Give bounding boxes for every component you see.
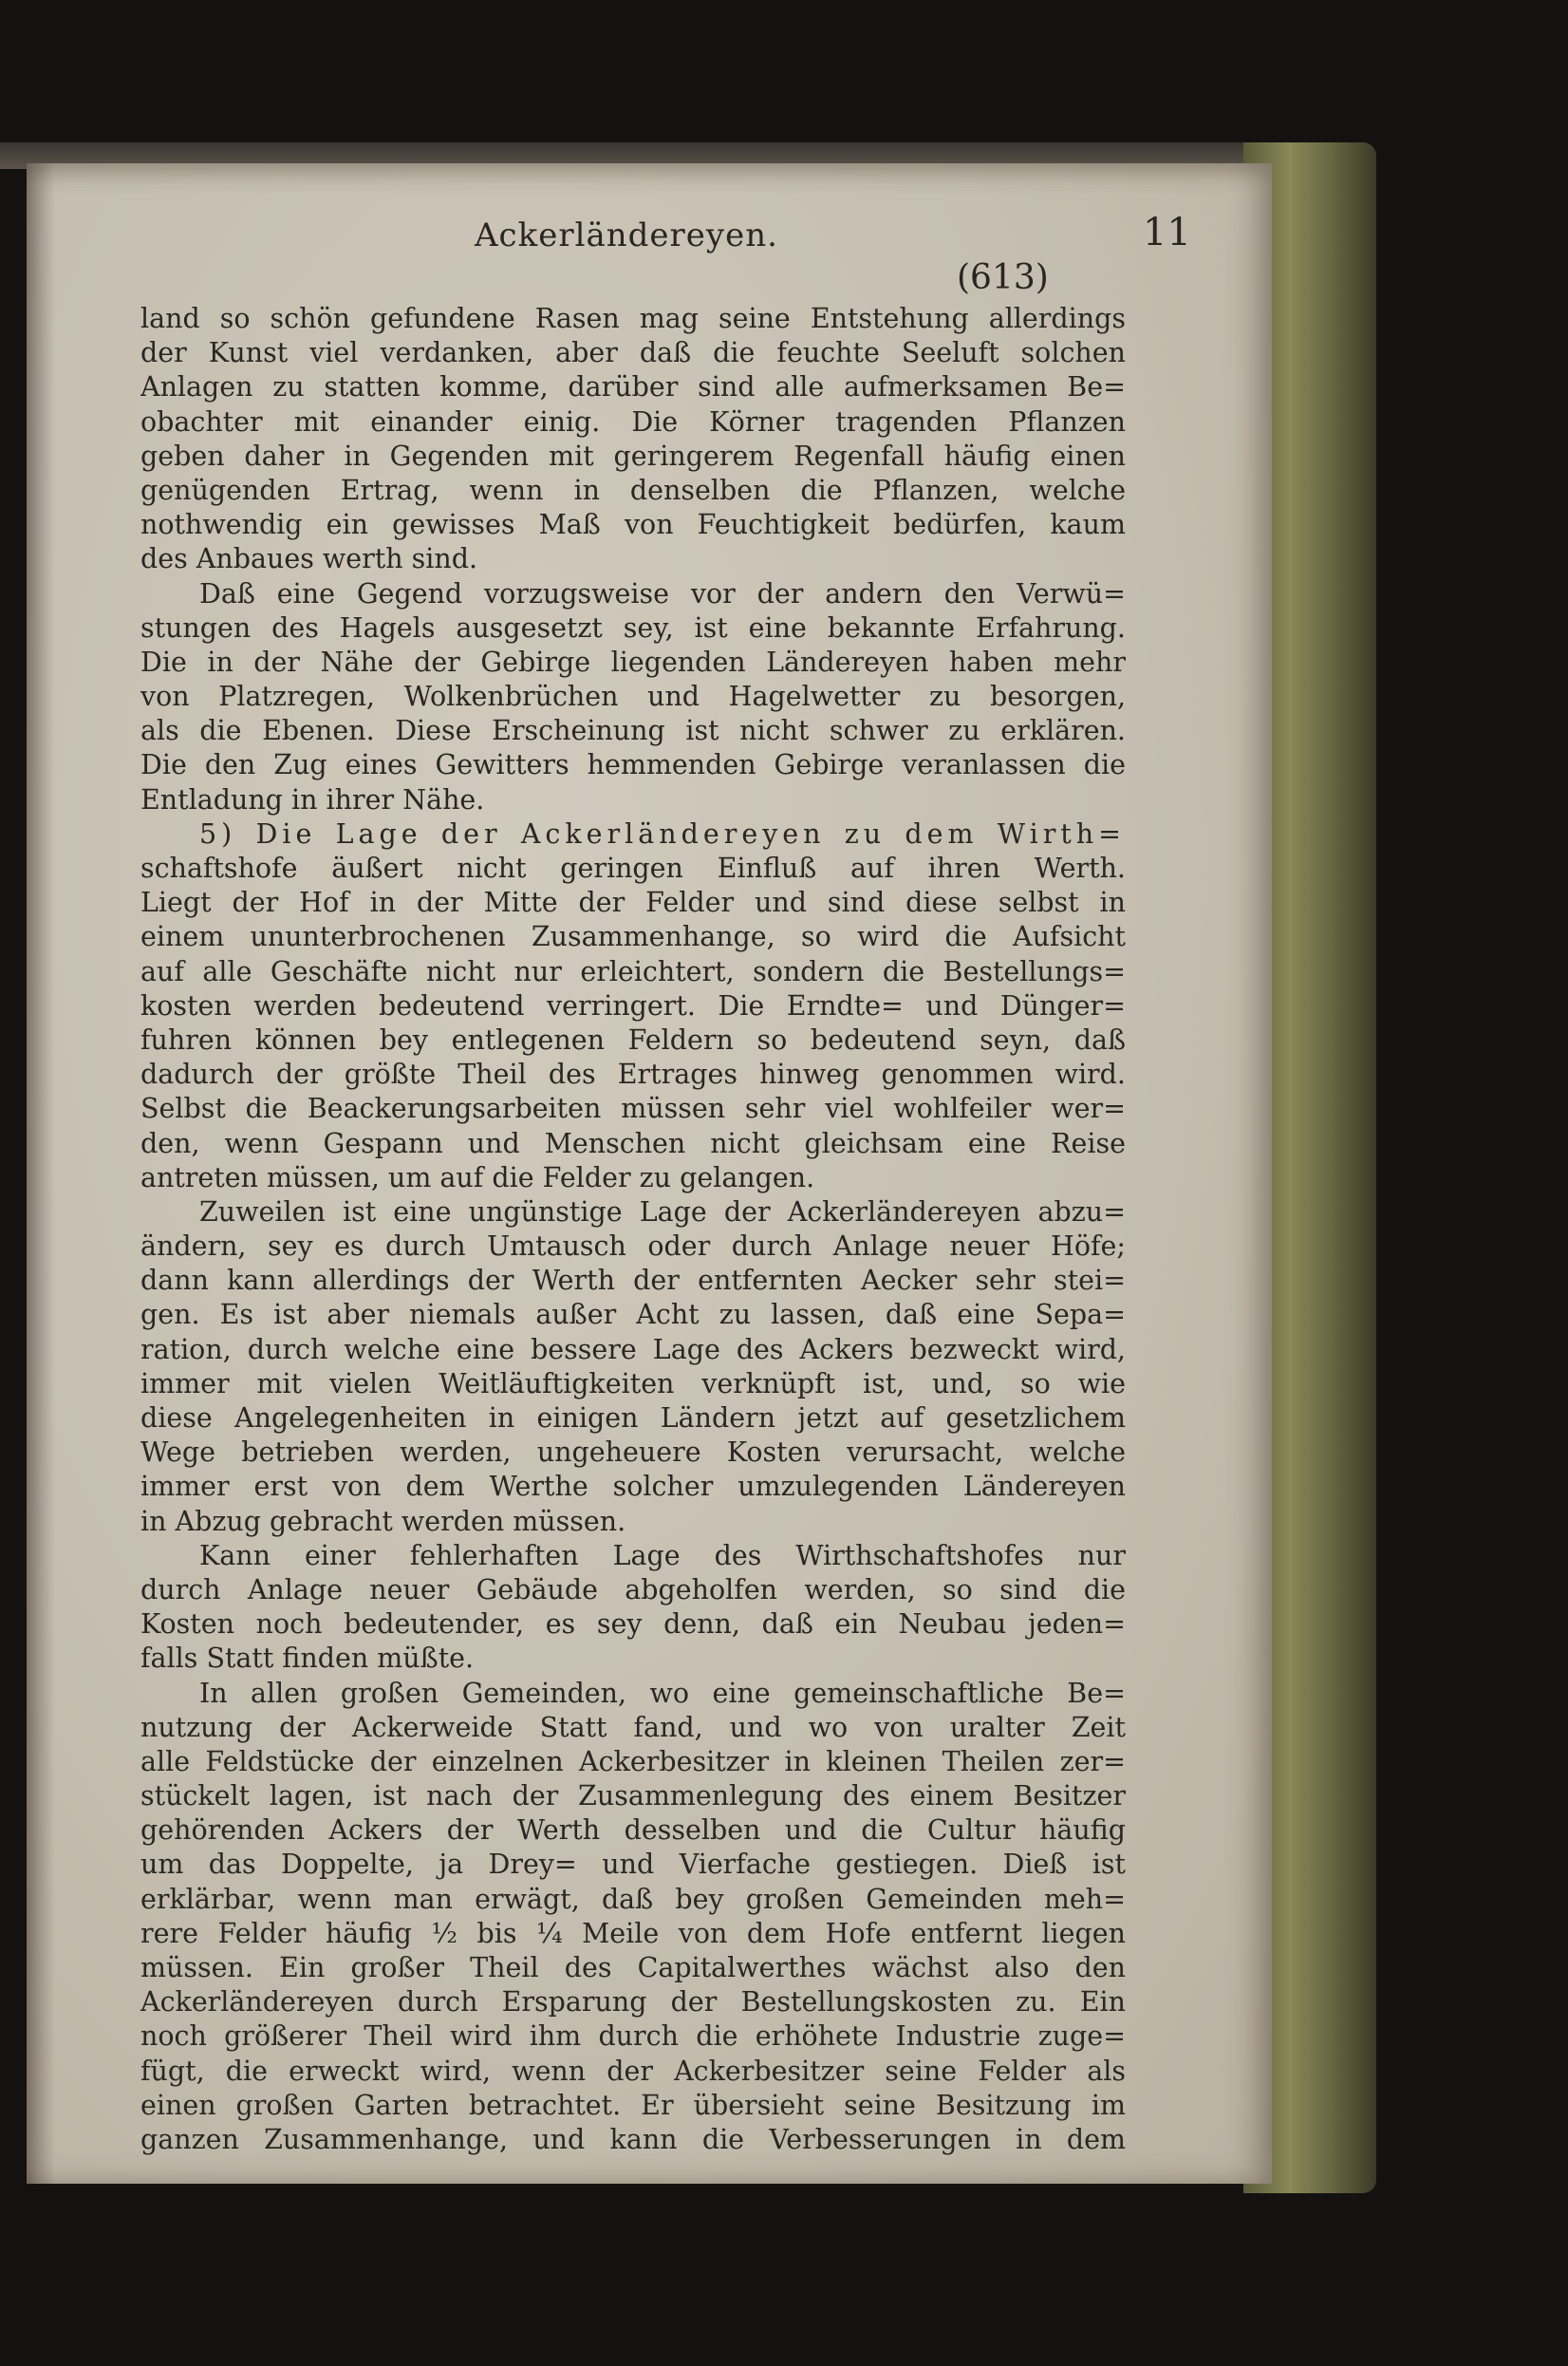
- text-line: Ackerländereyen durch Ersparung der Bestellungskosten zu. Ein: [140, 1986, 1126, 2019]
- text-line: In allen großen Gemeinden, wo eine gemeinschaftliche Be=: [199, 1677, 1126, 1709]
- text-line: diese Angelegenheiten in einigen Ländern jetzt auf gesetzlichem: [140, 1402, 1126, 1434]
- page-number: (613): [957, 258, 1049, 297]
- text-line: auf alle Geschäfte nicht nur erleichtert, sondern die Bestellungs=: [140, 955, 1126, 987]
- text-line: Liegt der Hof in der Mitte der Felder und sind diese selbst in: [140, 887, 1126, 919]
- text-line: Wege betrieben werden, ungeheuere Kosten verursacht, welche: [140, 1436, 1126, 1469]
- text-line: falls Statt finden müßte.: [140, 1643, 475, 1675]
- text-line: noch größerer Theil wird ihm durch die erhöhete Industrie zuge=: [140, 2020, 1126, 2053]
- text-line: Entladung in ihrer Nähe.: [140, 783, 485, 816]
- text-line: ganzen Zusammenhange, und kann die Verbesserungen in dem: [140, 2123, 1126, 2155]
- text-line: stückelt lagen, ist nach der Zusammenlegung des einem Besitzer: [140, 1780, 1126, 1812]
- text-line: müssen. Ein großer Theil des Capitalwerthes wächst also den: [140, 1952, 1126, 1983]
- text-line: 5) Die Lage der Ackerländereyen zu dem Wirth=: [199, 817, 1126, 850]
- text-line: rere Felder häufig ½ bis ¼ Meile von dem Hofe entfernt liegen: [140, 1917, 1126, 1949]
- text-line: kosten werden bedeutend verringert. Die Erndte= und Dünger=: [140, 989, 1126, 1022]
- text-line: Die in der Nähe der Gebirge liegenden Ländereyen haben mehr: [140, 646, 1126, 678]
- text-line: um das Doppelte, ja Drey= und Vierfache gestiegen. Dieß ist: [140, 1849, 1126, 1881]
- running-title: Ackerländereyen.: [475, 216, 778, 254]
- text-line: land so schön gefundene Rasen mag seine Entstehung allerdings: [140, 303, 1126, 334]
- text-line: geben daher in Gegenden mit geringerem Regenfall häufig einen: [140, 440, 1126, 472]
- text-line: gehörenden Ackers der Werth desselben und die Cultur häufig: [140, 1814, 1126, 1847]
- text-line: nutzung der Ackerweide Statt fand, und wo von uralter Zeit: [140, 1711, 1126, 1743]
- text-line: ration, durch welche eine bessere Lage des Ackers bezweckt wird,: [140, 1333, 1126, 1365]
- text-line: einem ununterbrochenen Zusammenhange, so wird die Aufsicht: [140, 921, 1126, 953]
- text-line: antreten müssen, um auf die Felder zu gelangen.: [140, 1161, 815, 1193]
- text-line: obachter mit einander einig. Die Körner tragenden Pflanzen: [140, 405, 1126, 438]
- text-line: fügt, die erweckt wird, wenn der Ackerbesitzer seine Felder als: [140, 2055, 1126, 2087]
- text-line: Kosten noch bedeutender, es sey denn, daß ein Neubau jeden=: [140, 1608, 1126, 1641]
- text-line: einen großen Garten betrachtet. Er übersieht seine Besitzung im: [140, 2089, 1126, 2121]
- text-line: dann kann allerdings der Werth der entfernten Aecker sehr stei=: [140, 1265, 1126, 1297]
- text-line: dadurch der größte Theil des Ertrages hinweg genommen wird.: [140, 1059, 1126, 1091]
- text-line: der Kunst viel verdanken, aber daß die feuchte Seeluft solchen: [140, 337, 1126, 369]
- text-line: Anlagen zu statten komme, darüber sind alle aufmerksamen Be=: [140, 371, 1126, 404]
- text-line: Daß eine Gegend vorzugsweise vor der andern den Verwü=: [199, 577, 1126, 610]
- text-line: den, wenn Gespann und Menschen nicht gleichsam eine Reise: [140, 1127, 1126, 1159]
- text-line: erklärbar, wenn man erwägt, daß bey großen Gemeinden meh=: [140, 1883, 1126, 1915]
- text-line: Zuweilen ist eine ungünstige Lage der Ackerländereyen abzu=: [199, 1195, 1126, 1228]
- text-line: immer erst von dem Werthe solcher umzulegenden Ländereyen: [140, 1471, 1126, 1503]
- text-line: Kann einer fehlerhaften Lage des Wirthschaftshofes nur: [199, 1539, 1126, 1571]
- text-line: Die den Zug eines Gewitters hemmenden Gebirge veranlassen die: [140, 749, 1126, 781]
- text-line: des Anbaues werth sind.: [140, 543, 478, 575]
- text-line: durch Anlage neuer Gebäude abgeholfen werden, so sind die: [140, 1573, 1126, 1606]
- body-text: [140, 302, 1126, 2157]
- signature-mark: 11: [1143, 211, 1191, 254]
- text-line: fuhren können bey entlegenen Feldern so bedeutend seyn, daß: [140, 1023, 1126, 1056]
- page-gutter-shadow: [27, 163, 55, 2184]
- text-line: stungen des Hagels ausgesetzt sey, ist eine bekannte Erfahrung.: [140, 611, 1126, 644]
- text-line: alle Feldstücke der einzelnen Ackerbesitzer in kleinen Theilen zer=: [140, 1745, 1126, 1777]
- text-line: von Platzregen, Wolkenbrüchen und Hagelwetter zu besorgen,: [140, 681, 1126, 713]
- text-line: genügenden Ertrag, wenn in denselben die Pflanzen, welche: [140, 474, 1126, 506]
- text-line: ändern, sey es durch Umtausch oder durch Anlage neuer Höfe;: [140, 1230, 1126, 1263]
- text-line: immer mit vielen Weitläuftigkeiten verknüpft ist, und, so wie: [140, 1367, 1126, 1399]
- text-line: gen. Es ist aber niemals außer Acht zu lassen, daß eine Sepa=: [140, 1299, 1126, 1331]
- text-line: Selbst die Beackerungsarbeiten müssen sehr viel wohlfeiler wer=: [140, 1093, 1126, 1125]
- text-line: schaftshofe äußert nicht geringen Einfluß auf ihren Werth.: [140, 853, 1126, 884]
- text-line: als die Ebenen. Diese Erscheinung ist nicht schwer zu erklären.: [140, 715, 1126, 747]
- text-line: in Abzug gebracht werden müssen.: [140, 1505, 626, 1537]
- text-line: nothwendig ein gewisses Maß von Feuchtigkeit bedürfen, kaum: [140, 509, 1126, 541]
